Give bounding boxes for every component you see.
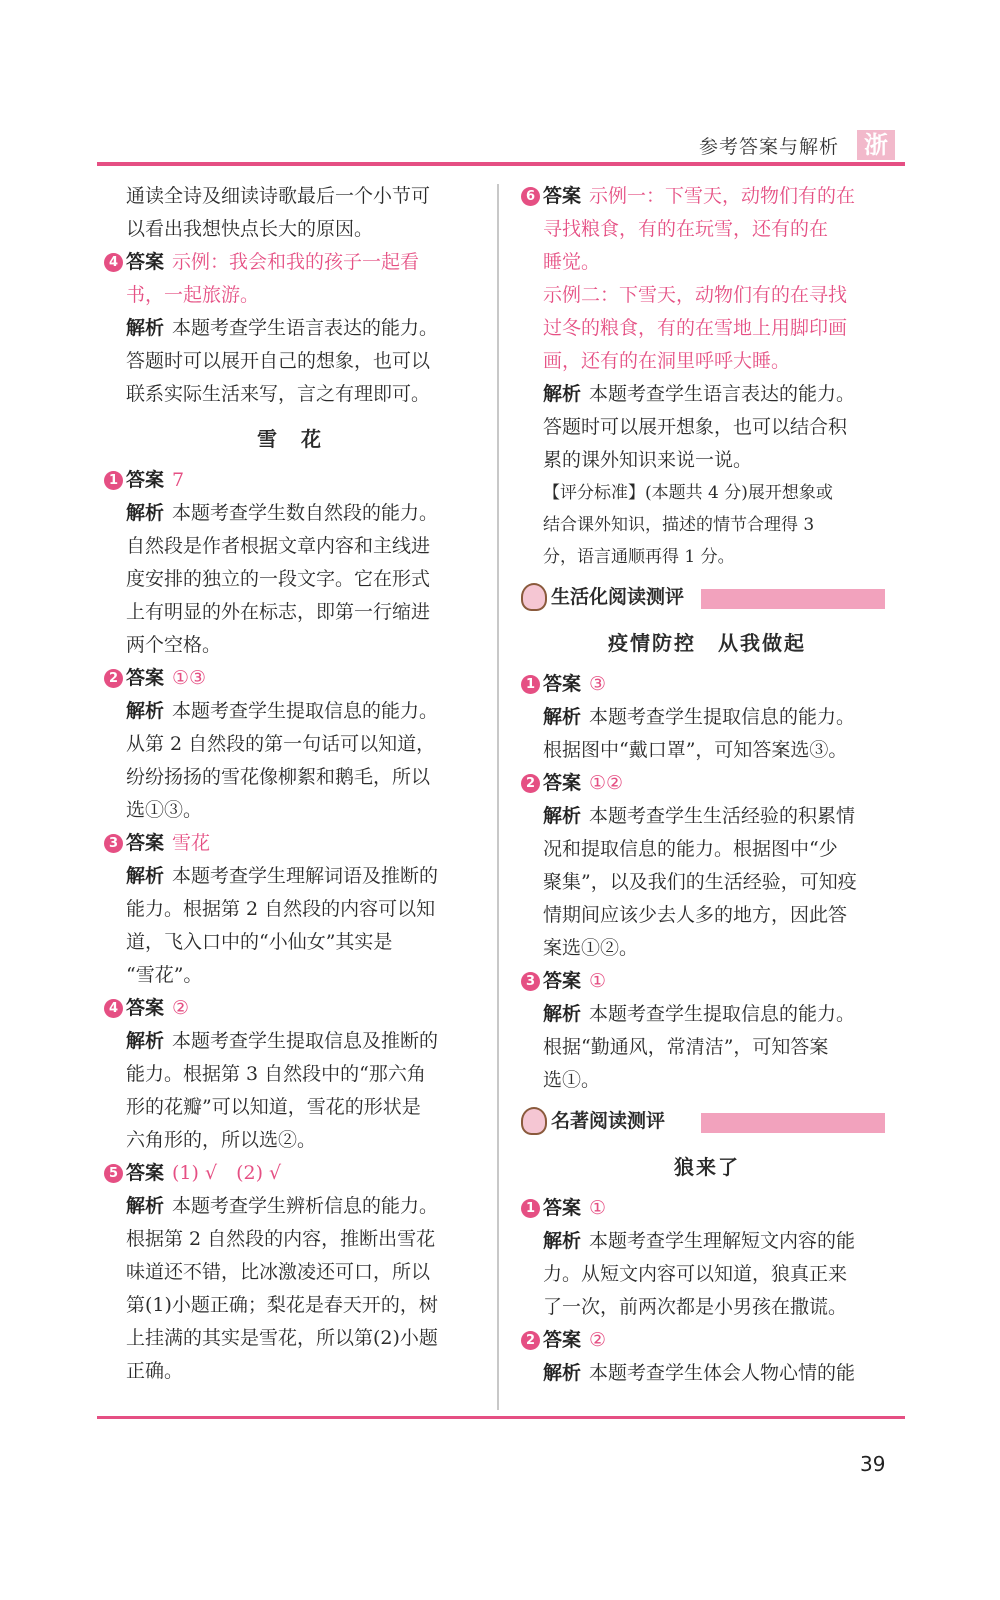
- answer-label: 答案: [126, 832, 165, 854]
- intro-line-2: 以看出我想快点长大的原因。: [126, 218, 374, 240]
- scoring-standard: 结合课外知识，描述的情节合理得 3: [543, 515, 815, 535]
- child-face-icon: [521, 1107, 547, 1135]
- analysis-text: 本题考查学生理解短文内容的能: [589, 1230, 856, 1252]
- analysis-text: 正确。: [126, 1360, 184, 1382]
- section-header-life-reading: [521, 581, 893, 615]
- analysis-text: 本题考查学生体会人物心情的能: [589, 1362, 856, 1384]
- header-rule: [97, 162, 905, 166]
- analysis-text: 本题考查学生提取信息的能力。: [589, 706, 856, 728]
- answer-label: 答案: [543, 772, 582, 794]
- scoring-standard: 【评分标准】(本题共 4 分)展开想象或: [543, 483, 833, 503]
- question-number-badge: 4: [104, 999, 123, 1018]
- section-bar: [701, 1113, 885, 1133]
- analysis-label: 解析: [126, 865, 165, 887]
- answer-label: 答案: [126, 667, 165, 689]
- question-2: [104, 662, 476, 827]
- question-4: [104, 246, 476, 411]
- analysis-text: 本题考查学生语言表达的能力。: [589, 383, 856, 405]
- analysis-label: 解析: [126, 1030, 165, 1052]
- analysis-text: 本题考查学生语言表达的能力。: [172, 317, 439, 339]
- analysis-text: 案选①②。: [543, 937, 639, 959]
- answer-text: ②: [589, 1329, 607, 1351]
- page-header: [97, 126, 905, 164]
- analysis-text: 道，飞入口中的“小仙女”其实是: [126, 931, 393, 953]
- question-number-badge: 3: [104, 834, 123, 853]
- analysis-label: 解析: [543, 1362, 582, 1384]
- scoring-standard: 分，语言通顺再得 1 分。: [543, 547, 735, 567]
- section1-question-1: [521, 668, 893, 767]
- question-number-badge: 1: [104, 471, 123, 490]
- question-number-badge: 2: [521, 1331, 540, 1350]
- question-number-badge: 2: [521, 774, 540, 793]
- answer-text: 示例一：下雪天，动物们有的在: [589, 185, 856, 207]
- analysis-label: 解析: [543, 805, 582, 827]
- analysis-text: 力。从短文内容可以知道，狼真正来: [543, 1263, 848, 1285]
- question-number-badge: 1: [521, 1199, 540, 1218]
- article-title: 疫情防控 从我做起: [608, 631, 806, 655]
- analysis-text: 形的花瓣”可以知道，雪花的形状是: [126, 1096, 421, 1118]
- answer-text: 寻找粮食，有的在玩雪，还有的在: [543, 218, 829, 240]
- analysis-text: 答题时可以展开自己的想象，也可以: [126, 350, 431, 372]
- province-tag: 浙: [857, 130, 895, 160]
- answer-text: ③: [589, 673, 607, 695]
- answer-text: ②: [172, 997, 190, 1019]
- analysis-label: 解析: [543, 1003, 582, 1025]
- section1-question-2: [521, 767, 893, 965]
- answer-label: 答案: [543, 1197, 582, 1219]
- analysis-text: 答题时可以展开想象，也可以结合积: [543, 416, 848, 438]
- analysis-text: 根据“勤通风，常清洁”，可知答案: [543, 1036, 829, 1058]
- footer-rule: [97, 1416, 905, 1419]
- answer-text: 雪花: [172, 832, 211, 854]
- analysis-text: 联系实际生活来写，言之有理即可。: [126, 383, 431, 405]
- analysis-text: 味道还不错，比冰激凌还可口，所以: [126, 1261, 431, 1283]
- analysis-text: 根据第 2 自然段的内容，推断出雪花: [126, 1228, 436, 1250]
- analysis-text: 选①③。: [126, 799, 203, 821]
- answer-label: 答案: [543, 185, 582, 207]
- answer-text: 7: [172, 469, 185, 491]
- analysis-text: 上有明显的外在标志，即第一行缩进: [126, 601, 431, 623]
- analysis-text: 根据图中“戴口罩”，可知答案选③。: [543, 739, 848, 761]
- section2-question-1: [521, 1192, 893, 1324]
- analysis-label: 解析: [126, 502, 165, 524]
- answer-text: (1) √ (2) √: [172, 1162, 282, 1184]
- answer-label: 答案: [543, 970, 582, 992]
- analysis-text: 本题考查学生理解词语及推断的: [172, 865, 439, 887]
- analysis-text: “雪花”。: [126, 964, 203, 986]
- answer-text: 示例二：下雪天，动物们有的在寻找: [543, 284, 848, 306]
- analysis-text: 本题考查学生提取信息的能力。: [172, 700, 439, 722]
- left-column: [104, 180, 476, 1388]
- section-header-classics-reading: [521, 1105, 893, 1139]
- question-5: [104, 1157, 476, 1388]
- section1-question-3: [521, 965, 893, 1097]
- question-number-badge: 4: [104, 253, 123, 272]
- question-number-badge: 1: [521, 675, 540, 694]
- section-title: 生活化阅读测评: [551, 581, 692, 614]
- question-number-badge: 2: [104, 669, 123, 688]
- article-title: 狼来了: [674, 1155, 740, 1179]
- analysis-text: 本题考查学生提取信息的能力。: [589, 1003, 856, 1025]
- answer-text: 示例：我会和我的孩子一起看: [172, 251, 420, 273]
- question-number-badge: 5: [104, 1164, 123, 1183]
- section-bar: [701, 589, 885, 609]
- analysis-text: 本题考查学生生活经验的积累情: [589, 805, 856, 827]
- analysis-text: 选①。: [543, 1069, 601, 1091]
- analysis-text: 六角形的，所以选②。: [126, 1129, 317, 1151]
- answer-text: ①②: [589, 772, 624, 794]
- answer-text: 书，一起旅游。: [126, 284, 260, 306]
- section-title: 名著阅读测评: [551, 1105, 673, 1138]
- analysis-label: 解析: [126, 317, 165, 339]
- analysis-text: 能力。根据第 3 自然段中的“那六角: [126, 1063, 426, 1085]
- analysis-label: 解析: [543, 383, 582, 405]
- analysis-text: 两个空格。: [126, 634, 222, 656]
- answer-text: ①: [589, 970, 607, 992]
- analysis-text: 了一次，前两次都是小男孩在撒谎。: [543, 1296, 848, 1318]
- analysis-text: 上挂满的其实是雪花，所以第(2)小题: [126, 1327, 438, 1349]
- analysis-label: 解析: [543, 706, 582, 728]
- analysis-label: 解析: [126, 1195, 165, 1217]
- analysis-text: 情期间应该少去人多的地方，因此答: [543, 904, 848, 926]
- answer-text: ①: [589, 1197, 607, 1219]
- answer-text: 画，还有的在洞里呼呼大睡。: [543, 350, 791, 372]
- answer-label: 答案: [126, 469, 165, 491]
- right-column: [521, 180, 893, 1390]
- answer-label: 答案: [126, 251, 165, 273]
- question-3: [104, 827, 476, 992]
- column-divider: [497, 184, 499, 1410]
- analysis-text: 本题考查学生提取信息及推断的: [172, 1030, 439, 1052]
- analysis-text: 度安排的独立的一段文字。它在形式: [126, 568, 431, 590]
- article-title: 雪 花: [257, 427, 323, 451]
- question-6: [521, 180, 893, 573]
- analysis-label: 解析: [126, 700, 165, 722]
- answer-label: 答案: [543, 673, 582, 695]
- analysis-text: 累的课外知识来说一说。: [543, 449, 753, 471]
- page-number: 39: [860, 1452, 886, 1476]
- answer-label: 答案: [543, 1329, 582, 1351]
- answer-text: ①③: [172, 667, 207, 689]
- analysis-text: 况和提取信息的能力。根据图中“少: [543, 838, 838, 860]
- analysis-text: 聚集”，以及我们的生活经验，可知疫: [543, 871, 857, 893]
- answer-text: 睡觉。: [543, 251, 601, 273]
- analysis-text: 本题考查学生数自然段的能力。: [172, 502, 439, 524]
- analysis-text: 从第 2 自然段的第一句话可以知道，: [126, 733, 436, 755]
- analysis-text: 本题考查学生辨析信息的能力。: [172, 1195, 439, 1217]
- analysis-text: 能力。根据第 2 自然段的内容可以知: [126, 898, 436, 920]
- answer-text: 过冬的粮食，有的在雪地上用脚印画: [543, 317, 848, 339]
- answer-label: 答案: [126, 1162, 165, 1184]
- analysis-text: 第(1)小题正确；梨花是春天开的，树: [126, 1294, 438, 1316]
- section2-question-2: [521, 1324, 893, 1390]
- question-1: [104, 464, 476, 662]
- question-number-badge: 3: [521, 972, 540, 991]
- header-title: 参考答案与解析: [698, 136, 839, 158]
- child-face-icon: [521, 583, 547, 611]
- analysis-text: 自然段是作者根据文章内容和主线进: [126, 535, 431, 557]
- analysis-label: 解析: [543, 1230, 582, 1252]
- question-number-badge: 6: [521, 187, 540, 206]
- question-4b: [104, 992, 476, 1157]
- answer-label: 答案: [126, 997, 165, 1019]
- analysis-text: 纷纷扬扬的雪花像柳絮和鹅毛，所以: [126, 766, 431, 788]
- intro-line-1: 通读全诗及细读诗歌最后一个小节可: [126, 185, 431, 207]
